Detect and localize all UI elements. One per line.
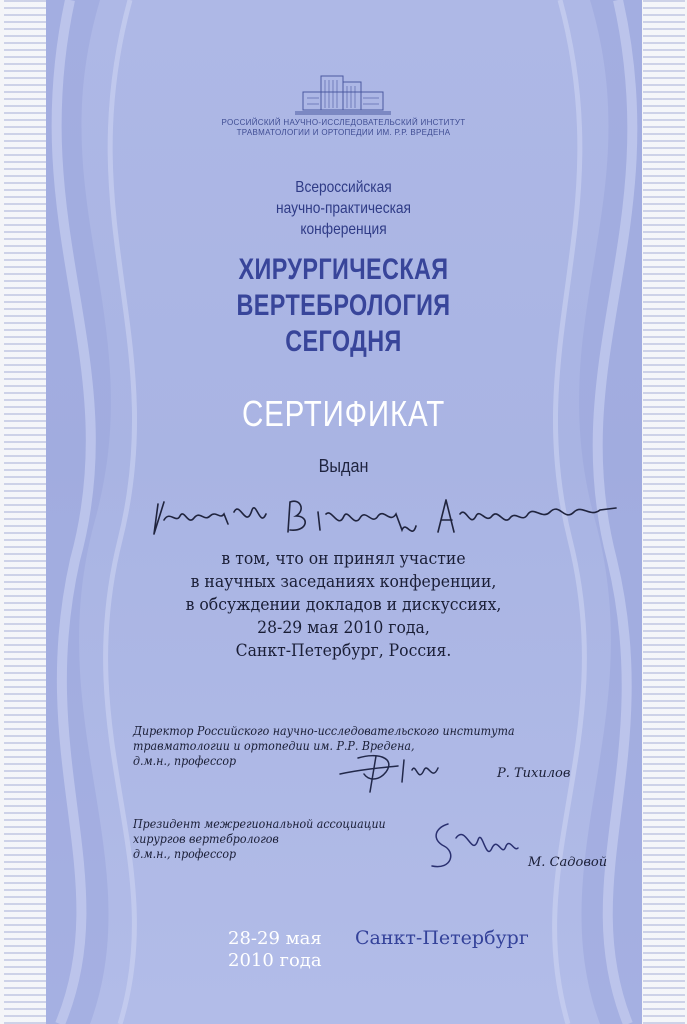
- signatory-1-title: [133, 724, 515, 769]
- title-line-1: ХИРУРГИЧЕСКАЯ: [238, 253, 449, 286]
- institute-name-line-1: РОССИЙСКИЙ НАУЧНО-ИССЛЕДОВАТЕЛЬСКИЙ ИНСТИТУТ: [221, 118, 466, 127]
- signature-1: [338, 748, 448, 796]
- institute-building-icon: [293, 72, 393, 116]
- body-line-4: 28-29 мая 2010 года,: [257, 618, 430, 638]
- signatory-2-line-1: Президент межрегиональной ассоциации: [133, 817, 386, 831]
- conference-title: [0, 252, 687, 360]
- signatory-1-line-2: травматологии и ортопедии им. Р.Р. Вредена,: [133, 739, 415, 753]
- signatory-2-line-2: хирургов вертебрологов: [133, 832, 279, 846]
- signatory-2-name: М. Садовой: [528, 855, 608, 870]
- conference-block: [0, 177, 687, 240]
- signatory-2-line-3: д.м.н., профессор: [133, 847, 237, 861]
- body-line-1: в том, что он принял участие: [221, 549, 466, 569]
- recipient-handwritten-name: [150, 490, 620, 550]
- issued-label: Выдан: [318, 456, 369, 476]
- body-line-3: в обсуждении докладов и дискуссиях,: [185, 595, 502, 615]
- title-line-3: СЕГОДНЯ: [285, 325, 402, 358]
- certificate-body: [0, 548, 687, 663]
- title-line-2: ВЕРТЕБРОЛОГИЯ: [236, 289, 451, 322]
- certificate-heading: СЕРТИФИКАТ: [241, 393, 446, 434]
- signatory-1-line-1: Директор Российского научно-исследовательского института: [133, 724, 515, 738]
- signatory-1-line-3: д.м.н., профессор: [133, 754, 237, 768]
- body-line-5: Санкт-Петербург, Россия.: [235, 641, 452, 661]
- footer-date: [228, 928, 322, 972]
- footer-city: Санкт-Петербург: [355, 927, 529, 949]
- signature-2: [426, 818, 526, 880]
- footer-date-line-1: 28-29 мая: [228, 928, 322, 949]
- conference-line-3: конференция: [300, 221, 387, 238]
- conference-line-1: Всероссийская: [295, 179, 392, 196]
- signatory-2-title: [133, 817, 386, 862]
- body-line-2: в научных заседаниях конференции,: [190, 572, 497, 592]
- signatory-1-name: Р. Тихилов: [497, 766, 571, 781]
- footer-date-line-2: 2010 года: [228, 950, 322, 971]
- conference-line-2: научно-практическая: [275, 200, 412, 217]
- institute-name-line-2: ТРАВМАТОЛОГИИ И ОРТОПЕДИИ ИМ. Р.Р. ВРЕДЕНА: [236, 128, 451, 137]
